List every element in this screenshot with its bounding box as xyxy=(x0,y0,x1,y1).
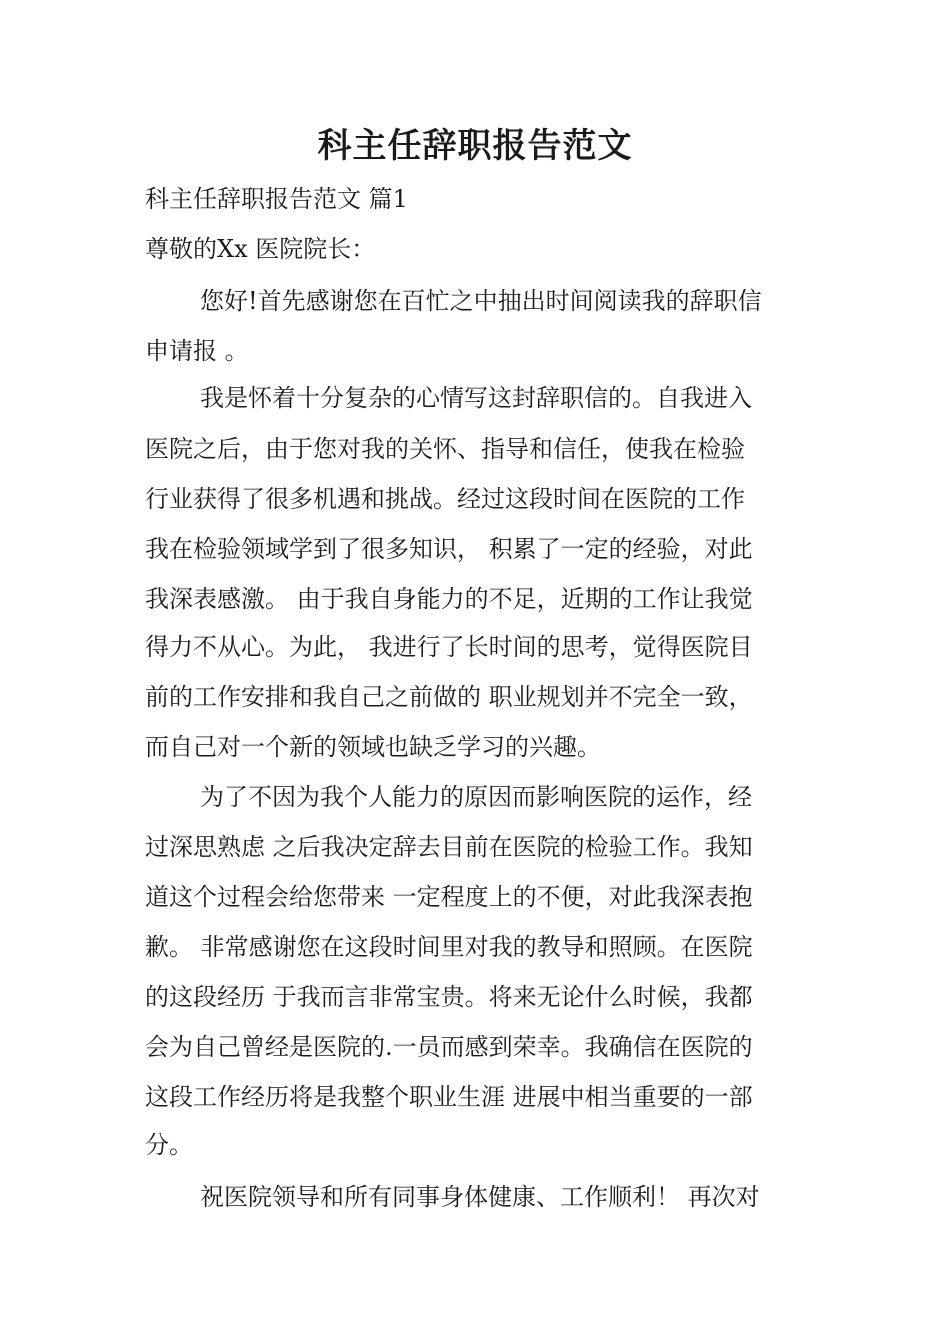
paragraph-2-line-6: 得力不从心。为此， 我进行了长时间的思考，觉得医院目 xyxy=(145,633,753,661)
paragraph-3-line-8: 分。 xyxy=(145,1131,193,1159)
paragraph-3-line-4: 歉。 非常感谢您在这段时间里对我的教导和照顾。在医院 xyxy=(145,933,753,961)
paragraph-2-line-4: 我在检验领域学到了很多知识， 积累了一定的经验，对此 xyxy=(145,535,753,563)
paragraph-3-line-7: 这段工作经历将是我整个职业生涯 进展中相当重要的一部 xyxy=(145,1083,753,1111)
paragraph-1-line-1: 您好!首先感谢您在百忙之中抽出时间阅读我的辞职信 xyxy=(200,287,762,315)
paragraph-2-line-5: 我深表感激。 由于我自身能力的不足，近期的工作让我觉 xyxy=(145,585,753,613)
paragraph-3-line-3: 道这个过程会给您带来 一定程度上的不便，对此我深表抱 xyxy=(145,883,753,911)
paragraph-3-line-1: 为了不因为我个人能力的原因而影响医院的运作，经 xyxy=(200,783,752,811)
salutation: 尊敬的Xx 医院院长： xyxy=(145,235,376,263)
paragraph-2-line-2: 医院之后，由于您对我的关怀、指导和信任，使我在检验 xyxy=(145,435,745,463)
paragraph-2-line-7: 前的工作安排和我自己之前做的 职业规划并不完全一致， xyxy=(145,683,753,711)
document-title: 科主任辞职报告范文 xyxy=(317,126,633,166)
paragraph-3-line-2: 过深思熟虑 之后我决定辞去目前在医院的检验工作。我知 xyxy=(145,833,753,861)
paragraph-2-line-3: 行业获得了很多机遇和挑战。经过这段时间在医院的工作 xyxy=(145,485,745,513)
paragraph-2-line-1: 我是怀着十分复杂的心情写这封辞职信的。自我进入 xyxy=(200,384,752,412)
section-heading: 科主任辞职报告范文 篇1 xyxy=(145,185,408,213)
paragraph-4-line-1: 祝医院领导和所有同事身体健康、工作顺利！ 再次对 xyxy=(200,1183,760,1211)
paragraph-3-line-5: 的这段经历 于我而言非常宝贵。将来无论什么时候，我都 xyxy=(145,983,753,1011)
paragraph-1-line-2: 申请报 。 xyxy=(145,337,249,365)
paragraph-3-line-6: 会为自己曾经是医院的.一员而感到荣幸。我确信在医院的 xyxy=(145,1033,753,1061)
paragraph-2-line-8: 而自己对一个新的领域也缺乏学习的兴趣。 xyxy=(145,733,601,761)
